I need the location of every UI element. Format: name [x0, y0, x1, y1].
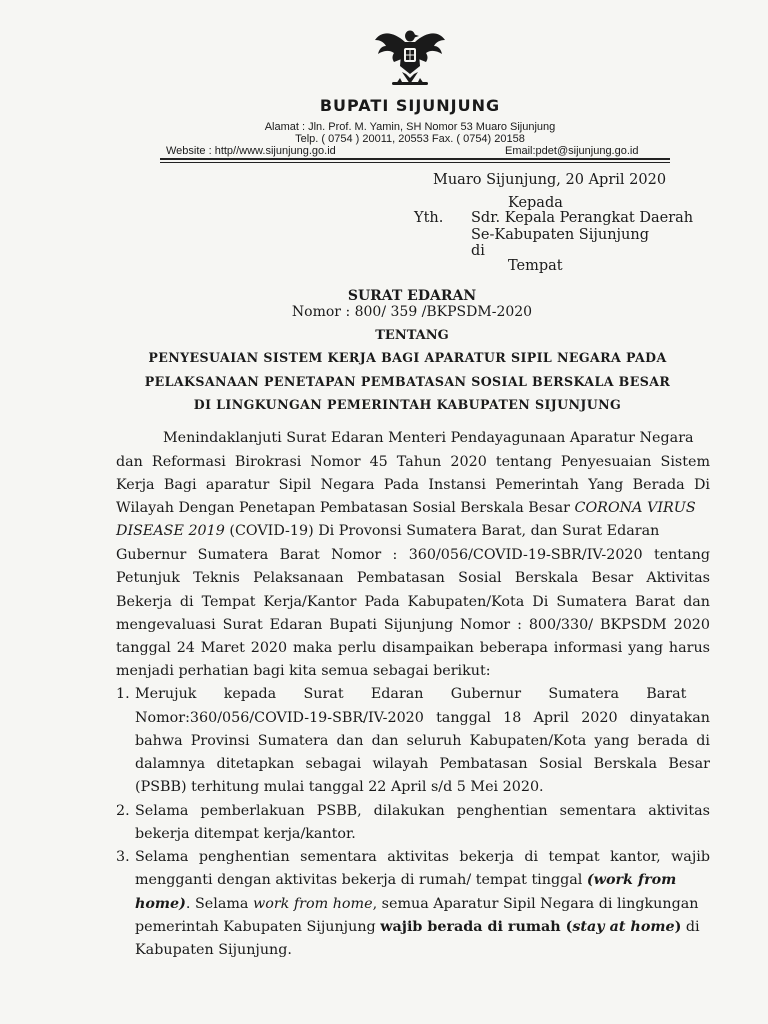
intro-line: dan Reformasi Birokrasi Nomor 45 Tahun 2020 tentang Penyesuaian Sistem	[116, 454, 710, 470]
list-item-line: Selama pemberlakuan PSBB, dilakukan penghentian sementara aktivitas	[135, 803, 710, 819]
list-item-line: Selama penghentian sementara aktivitas bekerja di tempat kantor, wajib	[135, 849, 710, 865]
list-emphasis: wajib berada di rumah (	[380, 919, 573, 935]
intro-line: menjadi perhatian bagi kita semua sebagai berikut:	[116, 663, 491, 679]
addressee-line2: Se-Kabupaten Sijunjung	[471, 227, 649, 243]
list-item-line: bahwa Provinsi Sumatera dan dan seluruh Kabupaten/Kota yang berada di	[135, 733, 710, 749]
addressee-kepada: Kepada	[508, 195, 563, 211]
list-item-line: Merujuk kepada Surat Edaran Gubernur Sumatera Barat	[135, 686, 687, 702]
list-text: di	[681, 919, 700, 935]
addressee-yth: Yth.	[414, 210, 444, 226]
letterhead-website: Website : http//www.sijunjung.go.id	[166, 145, 336, 157]
list-item-line	[135, 919, 710, 935]
list-item-line: dalamnya ditetapkan sebagai wilayah Pembatasan Sosial Berskala Besar	[135, 756, 710, 772]
list-item-line: bekerja ditempat kerja/kantor.	[135, 826, 356, 842]
letterhead-title: BUPATI SIJUNJUNG	[319, 96, 501, 115]
list-text: mengganti dengan aktivitas bekerja di rumah/ tempat tinggal	[135, 872, 587, 888]
list-number: 1.	[116, 686, 130, 702]
subject-line-2: PELAKSANAAN PENETAPAN PEMBATASAN SOSIAL BERSKALA BESAR	[144, 374, 671, 389]
list-emphasis: work from home	[253, 896, 373, 912]
list-item-line: Kabupaten Sijunjung.	[135, 942, 292, 958]
list-emphasis: )	[674, 919, 682, 935]
list-emphasis: home)	[135, 896, 186, 912]
list-emphasis: stay at home	[572, 919, 675, 935]
list-item-line: (PSBB) terhitung mulai tanggal 22 April s/d 5 Mei 2020.	[135, 779, 544, 795]
list-item-line: Nomor:360/056/COVID-19-SBR/IV-2020 tanggal 18 April 2020 dinyatakan	[135, 710, 710, 726]
letterhead-phone: Telp. ( 0754 ) 20011, 20553 Fax. ( 0754) 20158	[295, 133, 525, 145]
subject-line-1: PENYESUAIAN SISTEM KERJA BAGI APARATUR SIPIL NEGARA PADA	[148, 350, 667, 365]
garuda-emblem	[372, 28, 448, 90]
intro-line	[116, 500, 710, 516]
intro-line: Kerja Bagi aparatur Sipil Negara Pada Instansi Pemerintah Yang Berada Di	[116, 477, 710, 493]
list-number: 3.	[116, 849, 130, 865]
intro-text: (COVID-19) Di Provonsi Sumatera Barat, dan Surat Edaran	[224, 523, 660, 539]
intro-line: Gubernur Sumatera Barat Nomor : 360/056/COVID-19-SBR/IV-2020 tentang	[116, 547, 710, 563]
subject-line-3: DI LINGKUNGAN PEMERINTAH KABUPATEN SIJUNJUNG	[193, 397, 622, 412]
intro-line: mengevaluasi Surat Edaran Bupati Sijunjung Nomor : 800/330/ BKPSDM 2020	[116, 617, 710, 633]
list-text: , semua Aparatur Sipil Negara di lingkungan	[372, 896, 699, 912]
document-label: SURAT EDARAN	[347, 288, 477, 304]
document-number: Nomor : 800/ 359 /BKPSDM-2020	[291, 304, 533, 320]
tentang-label: TENTANG	[375, 328, 449, 343]
list-item-line	[135, 872, 710, 888]
list-text: pemerintah Kabupaten Sijunjung	[135, 919, 381, 935]
list-emphasis: (work from	[586, 872, 677, 888]
letterhead-address: Alamat : Jln. Prof. M. Yamin, SH Nomor 53 Muaro Sijunjung	[264, 121, 556, 133]
intro-line: Petunjuk Teknis Pelaksanaan Pembatasan Sosial Berskala Besar Aktivitas	[116, 570, 710, 586]
intro-line: tanggal 24 Maret 2020 maka perlu disampaikan beberapa informasi yang harus	[116, 640, 710, 656]
letterhead-rule-thin	[160, 162, 670, 163]
list-number: 2.	[116, 803, 130, 819]
letterhead-email: Email:pdet@sijunjung.go.id	[505, 145, 639, 157]
intro-text: Wilayah Dengan Penetapan Pembatasan Sosial Berskala Besar	[116, 500, 575, 516]
letterhead-rule-thick	[160, 158, 670, 160]
intro-line: Menindaklanjuti Surat Edaran Menteri Pendayagunaan Aparatur Negara	[163, 430, 694, 446]
intro-emphasis: DISEASE 2019	[116, 523, 225, 539]
addressee-tempat: Tempat	[508, 258, 563, 274]
date-line: Muaro Sijunjung, 20 April 2020	[433, 172, 667, 188]
intro-emphasis: CORONA VIRUS	[574, 500, 696, 516]
list-item-line	[135, 896, 710, 912]
addressee-di: di	[471, 243, 485, 259]
intro-line	[116, 523, 710, 539]
intro-line: Bekerja di Tempat Kerja/Kantor Pada Kabupaten/Kota Di Sumatera Barat dan	[116, 594, 710, 610]
addressee-line1: Sdr. Kepala Perangkat Daerah	[471, 210, 694, 226]
list-text: . Selama	[185, 896, 253, 912]
